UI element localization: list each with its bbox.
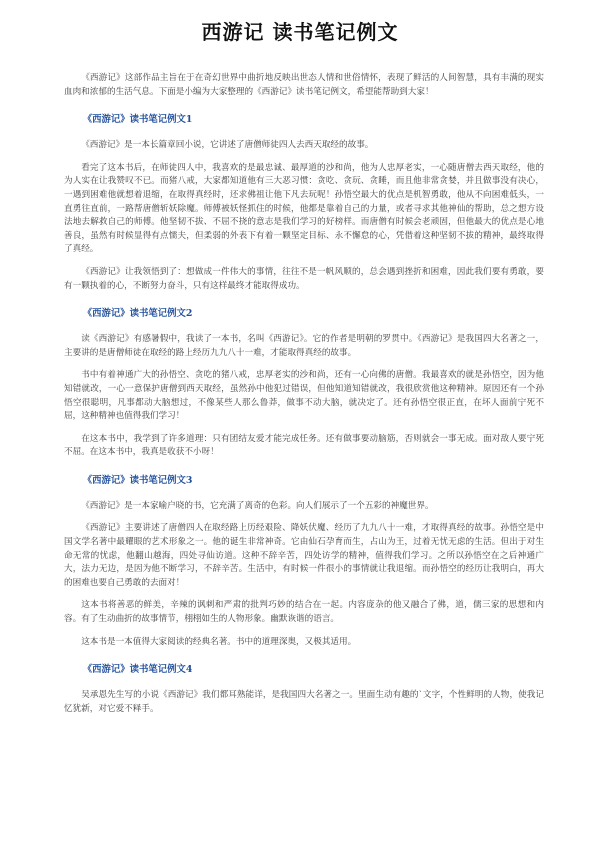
paragraph: 在这本书中，我学到了许多道理：只有团结友爱才能完成任务。还有做事要动脑筋，否则就会一事无成。面对敌人要宁死不屈。在这本书中，我真是收获不小呀！	[64, 433, 544, 458]
paragraph: 这本书将善恶的鲜美，辛辣的讽刺和严肃的批判巧妙的结合在一起。内容庞杂的他又融合了佛，道，儒三家的思想和内容。有了生动曲折的故事情节，栩栩如生的人物形象。幽默诙谐的语言。	[64, 600, 544, 625]
paragraph: 《西游记》主要讲述了唐僧四人在取经路上历经艰险、降妖伏魔、经历了九九八十一难，才取得真经的故事。孙悟空是中国文学名著中最耀眼的艺术形象之一。他的诞生非常神奇。它由仙石孕育而生，占山为王，过着无忧无虑的生活。但出于对生命无常的忧虑，他翻山越海，四处寻仙访道。这种不辞辛苦，四处访学的精神，值得我们学习。之所以孙悟空在之后神通广大，法力无边，是因为他不断学习，不辞辛苦。生活中，有时候一件很小的事情就让我退缩。而孙悟空的经历让我明白，再大的困难也要自己勇敢的去面对！	[64, 523, 544, 588]
paragraph: 看完了这本书后，在师徒四人中，我喜欢的是最忠诚、最厚道的沙和尚，他为人忠厚老实，一心随唐僧去西天取经，他的为人实在让我赞叹不已。而猪八戒，大家都知道他有三大恶习惯：贪吃、贪玩、贪睡，而且他非常贪婪，并且做事没有决心，一遇到困难他就想着退缩，在取得真经时，还求佛祖让他下凡去玩呢！孙悟空最大的优点是机智勇敢，他从不向困难低头，一直勇往直前，一路帮唐僧斩妖除魔。师傅被妖怪抓住的时候，他都是靠着自己的力量，或者寻求其他神仙的帮助，总之想方设法地去解救自己的师傅。他坚韧不拔、不屈不挠的意志是我们学习的好榜样。而唐僧有时候会老顽固，但他最大的优点是心地善良，虽然有时候显得有点懦夫，但柔弱的外表下有着一颗坚定目标、永不懈怠的心，凭借着这种坚韧不拔的精神，最终取得了真经。	[64, 162, 544, 255]
paragraph: 《西游记》是一本家喻户晓的书，它充满了离奇的色彩。向人们展示了一个五彩的神魔世界。	[81, 500, 434, 511]
section-heading-3: 《西游记》读书笔记例文3	[82, 474, 193, 486]
paragraph: 读《西游记》有感暑假中，我读了一本书，名叫《西游记》。它的作者是明朝的罗贯中。《西游记》是我国四大名著之一，主要讲的是唐僧师徒在取经的路上经历九九八十一难，才能取得真经的故事。	[64, 334, 544, 358]
paragraph: 吴承恩先生写的小说《西游记》我们都耳熟能详，是我国四大名著之一。里面生动有趣的`文字，个性鲜明的人物，使我记忆犹新，对它爱不释手。	[64, 690, 544, 714]
section-heading-2: 《西游记》读书笔记例文2	[82, 308, 193, 320]
paragraph: 这本书是一本值得大家阅读的经典名著。书中的道理深奥，又极其适用。	[81, 636, 357, 647]
page-title: 西游记 读书笔记例文	[201, 20, 399, 44]
article-body	[64, 72, 544, 725]
section-heading-4: 《西游记》读书笔记例文4	[82, 664, 193, 676]
paragraph: 书中有着神通广大的孙悟空、贪吃的猪八戒，忠厚老实的沙和尚，还有一心向佛的唐僧。我最喜欢的就是孙悟空，因为他知错就改，一心一意保护唐僧到西天取经，虽然孙中他犯过错误，但他知道知错就改，我很欣赏他这种精神。原因还有一个孙悟空很聪明，凡事都动大脑想过，不像某些人那么鲁莽，做事不动大脑，就决定了。还有孙悟空很正直，在坏人面前宁死不屈，这种精神也值得我们学习！	[64, 370, 544, 422]
intro-paragraph: 《西游记》这部作品主旨在于在奇幻世界中曲折地反映出世态人情和世俗情怀，表现了鲜活的人间智慧，具有丰满的现实血肉和浓郁的生活气息。下面是小编为大家整理的《西游记》读书笔记例文，希望能帮助到大家！	[64, 73, 544, 97]
paragraph: 《西游记》让我领悟到了：想做成一件伟大的事情，往往不是一帆风顺的，总会遇到挫折和困难，因此我们要有勇敢，要有一颗执着的心，不断努力奋斗，只有这样最终才能取得成功。	[64, 266, 544, 291]
section-heading-1: 《西游记》读书笔记例文1	[82, 114, 193, 126]
paragraph: 《西游记》是一本长篇章回小说，它讲述了唐僧师徒四人去西天取经的故事。	[81, 140, 374, 151]
